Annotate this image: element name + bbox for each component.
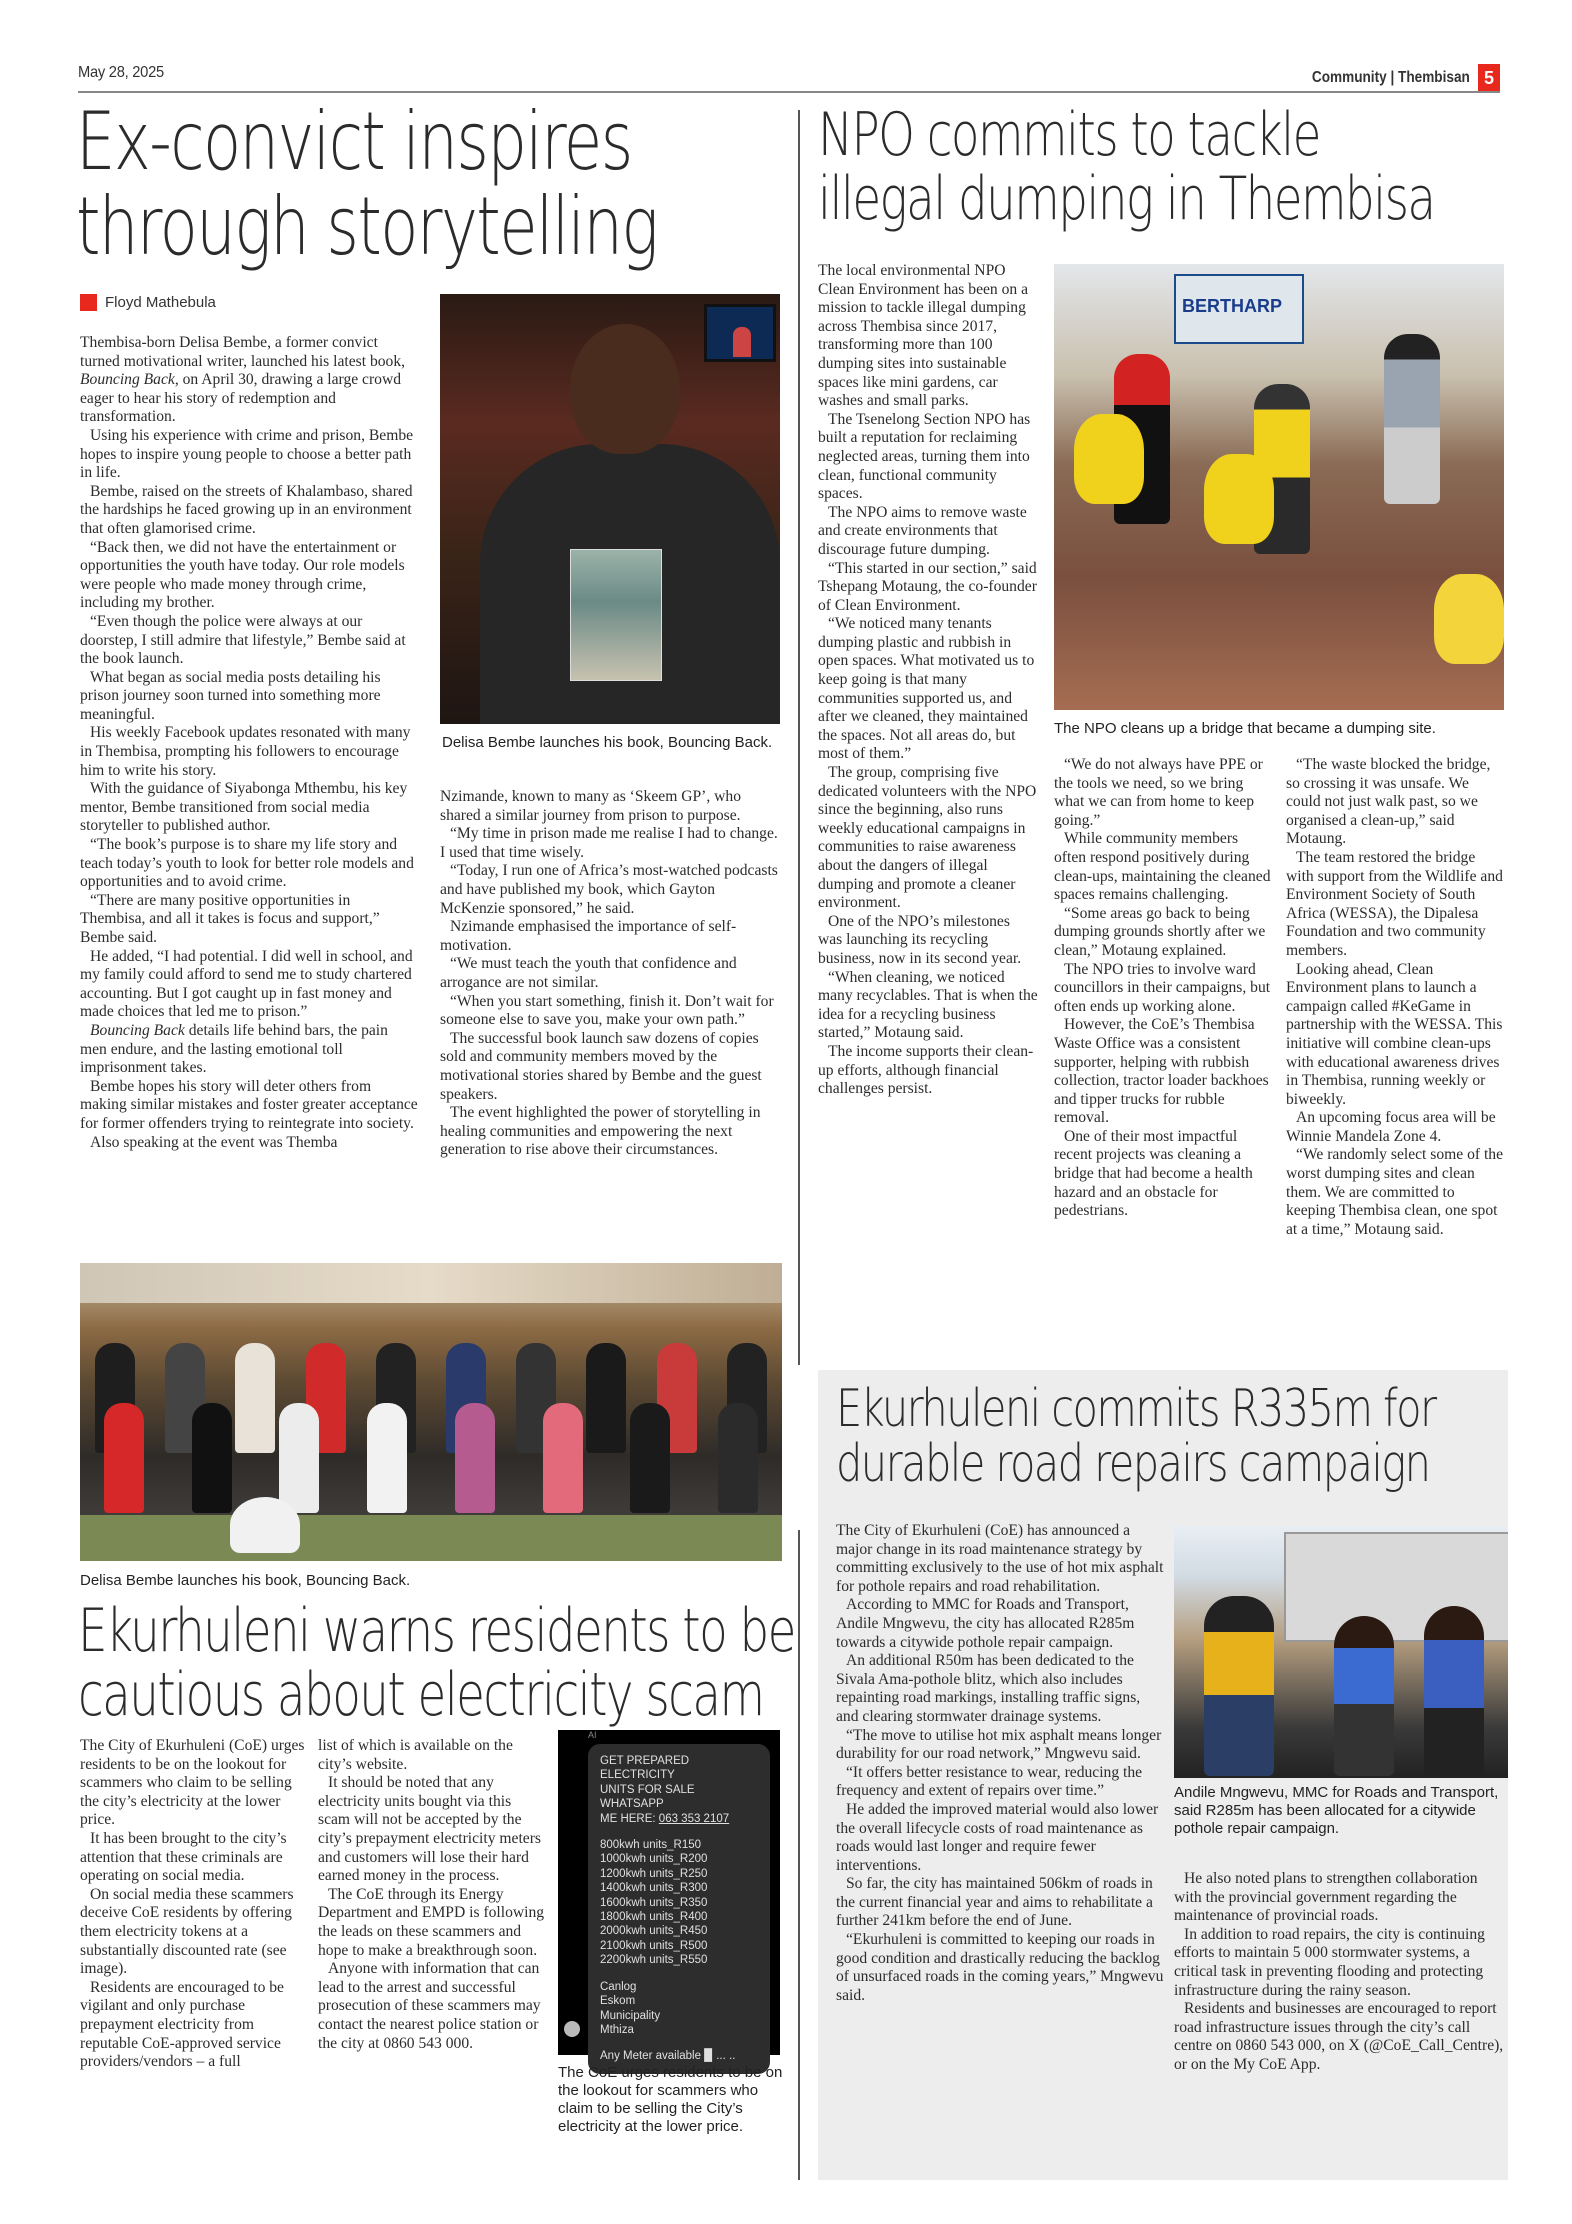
article-body-col1: Thembisa-born Delisa Bembe, a former convict turned motivational writer, launched his latest book, Bouncing Back, on April 30, drawing a large crowd eager to hear his story of redemption and transformation. Using his experience with crime and prison, Bembe hopes to inspire young people to choose a better path in life. Bembe, raised on the streets of Khalambaso, shared the hardships he faced growing up in an environment that often glamorised crime. “Back then, we did not have the entertainment or opportunities the youth have today. Our role models were people who made money through crime, including my brother. “Even though the police were always at our doorstep, I still admire that lifestyle,” Bembe said at the book launch. What began as social media posts detailing his prison journey soon turned into something more meaningful. His weekly Facebook updates resonated with many in Thembisa, prompting his followers to encourage him to write his story. With the guidance of Siyabonga Mthembu, his key mentor, Bembe transitioned from social media storyteller to published author. “The book’s purpose is to share my life story and teach today’s youth to look for better role models and opportunities and to avoid crime. “There are many positive opportunities in Thembisa, and all it takes is focus and support,” Bembe said. He added, “I had potential. I did well in school, and my family could afford to send me to study chartered accounting. But I got caught up in fast money and made choices that led me to prison.” Bouncing Back details life behind bars, the pain men endure, and the lasting emotional toll imprisonment takes. Bembe hopes his story will deter others from making similar mistakes and foster greater acceptance for former offenders trying to reintegrate into society. Also speaking at the event was Themba bbox=[80, 334, 418, 1151]
scam-ad-screenshot bbox=[558, 1730, 780, 2063]
road-repair-photo bbox=[1174, 1526, 1508, 1778]
article-headline: NPO commits to tackle illegal dumping in Thembisa bbox=[818, 100, 1435, 234]
column-divider bbox=[798, 1530, 800, 2180]
message-bubble: GET PREPARED ELECTRICITY UNITS FOR SALE WHATSAPP ME HERE: 063 353 2107 800kwh units_R150 1000kwh units_R200 1200kwh units_R250 1400kwh units_R300 1600kwh units_R350 1800kwh units_R400 2000kwh units_R450 2100kwh units_R500 2200kwh units_R550 Canlog Eskom Municipality Mthiza Any Meter available ▉ ... .. bbox=[588, 1744, 770, 2074]
issue-date: May 28, 2025 bbox=[78, 64, 164, 81]
article-headline: Ekurhuleni commits R335m for durable road repairs campaign bbox=[836, 1379, 1436, 1495]
article-body-col2: list of which is available on the city’s website. It should be noted that any electricity units bought via this scam will not be accepted by the city’s prepayment electricity meters and customers will lose their hard earned money in the process. The CoE through its Energy Department and EMPD is following the leads on these scammers and hope to make a breakthrough soon. Anyone with information that can lead to the arrest and successful prosecution of these scammers may contact the nearest police station or the city at 0860 543 000. bbox=[318, 1737, 545, 2052]
crowd-photo bbox=[80, 1263, 782, 1561]
ai-label: AI bbox=[588, 1730, 597, 1740]
article-body-col3: “The waste blocked the bridge, so crossing it was unsafe. We could not just walk past, so we organised a clean-up,” said Motaung. The team restored the bridge with support from the Wildlife and Environment Society of South Africa (WESSA), the Dipalesa Foundation and two community members. Looking ahead, Clean Environment plans to launch a campaign called #KeGame in partnership with the WESSA. This initiative will combine clean-ups with educational awareness drives in Thembisa, running weekly or biweekly. An upcoming focus area will be Winnie Mandela Zone 4. “We randomly select some of the worst dumping sites and clean them. We are committed to keeping Thembisa clean, one spot at a time,” Motaung said. bbox=[1286, 756, 1504, 1238]
column-divider bbox=[798, 110, 800, 1365]
photo-caption: Andile Mngwevu, MMC for Roads and Transport, said R285m has been allocated for a citywide pothole repair campaign. bbox=[1174, 1784, 1499, 1837]
section-name: Community | Thembisan bbox=[1312, 69, 1470, 86]
cleanup-photo bbox=[1054, 264, 1504, 710]
book-cover bbox=[570, 549, 662, 681]
article-body-col2: He also noted plans to strengthen collaboration with the provincial government regarding the maintenance of provincial roads. In addition to road repairs, the city is continuing efforts to maintain 5 000 stormwater systems, a critical task in preventing flooding and protecting infrastructure during the rainy season. Residents and businesses are encouraged to report road infrastructure issues through the city’s call centre on 0860 543 000, on X (@CoE_Call_Centre), or on the My CoE App. bbox=[1174, 1870, 1504, 2073]
article-body-col1: The City of Ekurhuleni (CoE) has announced a major change in its road maintenance strategy by committing exclusively to the use of hot mix asphalt for pothole repairs and road rehabilitation. According to MMC for Roads and Transport, Andile Mngwevu, the city has allocated R285m towards a citywide pothole repair campaign. An additional R50m has been dedicated to the Sivala Ama-pothole blitz, which also includes repainting road markings, installing traffic signs, and clearing stormwater drainage systems. “The move to utilise hot mix asphalt means longer durability for our road network,” Mngwevu said. “It offers better resistance to wear, reducing the frequency and extent of repairs over time.” He added the improved material would also lower the overall lifecycle costs of road maintenance as roads would last longer and require fewer interventions. So far, the city has maintained 506km of roads in the current financial year and aims to rehabilitate a further 241km before the end of June. “Ekurhuleni is committed to keeping our roads in good condition and drastically reducing the backlog of unsurfaced roads in the coming years,” Mngwevu said. bbox=[836, 1522, 1164, 2004]
shop-sign bbox=[1174, 274, 1304, 344]
avatar-icon bbox=[564, 2021, 580, 2037]
article-headline: Ekurhuleni warns residents to be cautious about electricity scam bbox=[78, 1596, 795, 1730]
author-photo bbox=[440, 294, 780, 724]
article-headline: Ex-convict inspires through storytelling bbox=[76, 95, 658, 273]
byline: Floyd Mathebula bbox=[80, 294, 216, 311]
article-body-col2: “We do not always have PPE or the tools we need, so we bring what we can from home to keep going.” While community members often respond positively during clean-ups, maintaining the cleaned spaces remains challenging. “Some areas go back to being dumping grounds shortly after we clean,” Motaung explained. The NPO tries to involve ward councillors in their campaigns, but often ends up working alone. However, the CoE’s Thembisa Waste Office was a consistent supporter, helping with rubbish collection, tractor loader backhoes and tipper trucks for rubble removal. One of their most impactful recent projects was cleaning a bridge that had become a health hazard and an obstacle for pedestrians. bbox=[1054, 756, 1271, 1220]
page-number: 5 bbox=[1478, 64, 1500, 92]
article-body-col1: The local environmental NPO Clean Environment has been on a mission to tackle illegal dumping across Thembisa since 2017, transforming more than 100 dumping sites into sustainable spaces like mini gardens, car washes and small parks. The Tsenelong Section NPO has built a reputation for reclaiming neglected areas, turning them into clean, functional community spaces. The NPO aims to remove waste and create environments that discourage future dumping. “This started in our section,” said Tshepang Motaung, the co-founder of Clean Environment. “We noticed many tenants dumping plastic and rubbish in open spaces. What motivated us to keep going is that many communities supported us, and after we cleaned, they maintained the spaces. Not all areas do, but most of them.” The group, comprising five dedicated volunteers with the NPO since the beginning, also runs weekly educational campaigns in communities to raise awareness about the dangers of illegal dumping and promote a cleaner environment. One of the NPO’s milestones was launching its recycling business, now in its second year. “When cleaning, we noticed many recyclables. That is when the idea for a recycling business started,” Motaung said. The income supports their clean-up efforts, although financial challenges persist. bbox=[818, 262, 1038, 1098]
photo-caption: Delisa Bembe launches his book, Bouncing Back. bbox=[80, 1572, 411, 1589]
article-body-col2: Nzimande, known to many as ‘Skeem GP’, who shared a similar journey from prison to purpose. “My time in prison made me realise I had to change. I used that time wisely. “Today, I run one of Africa’s most-watched podcasts and have published my book, which Gayton McKenzie sponsored,” he said. Nzimande emphasised the importance of self-motivation. “We must teach the youth that confidence and arrogance are not similar. “When you start something, finish it. Don’t wait for someone else to save you, make your own path.” The successful book launch saw dozens of copies sold and community members moved by the motivational stories shared by Bembe and the guest speakers. The event highlighted the power of storytelling in healing communities and empowering the next generation to rise above their circumstances. bbox=[440, 788, 778, 1159]
byline-marker bbox=[80, 294, 97, 311]
tv-screen bbox=[704, 304, 776, 362]
article-body-col1: The City of Ekurhuleni (CoE) urges residents to be on the lookout for scammers who claim to be selling the city’s electricity at the lower price. It has been brought to the city’s attention that these criminals are operating on social media. On social media these scammers deceive CoE residents by offering them electricity tokens at a substantially discounted rate (see image). Residents are encouraged to be vigilant and only purchase prepayment electricity from reputable CoE-approved service providers/vendors – a full bbox=[80, 1737, 305, 2071]
photo-caption: The NPO cleans up a bridge that became a dumping site. bbox=[1054, 720, 1436, 737]
phone-link: 063 353 2107 bbox=[658, 1812, 730, 1825]
header-rule bbox=[78, 91, 1500, 93]
photo-caption: The CoE urges residents to be on the lookout for scammers who claim to be selling the City’s electricity at the lower price. bbox=[558, 2064, 783, 2135]
photo-caption: Delisa Bembe launches his book, Bouncing Back. bbox=[442, 734, 773, 751]
section-label bbox=[1284, 64, 1500, 92]
